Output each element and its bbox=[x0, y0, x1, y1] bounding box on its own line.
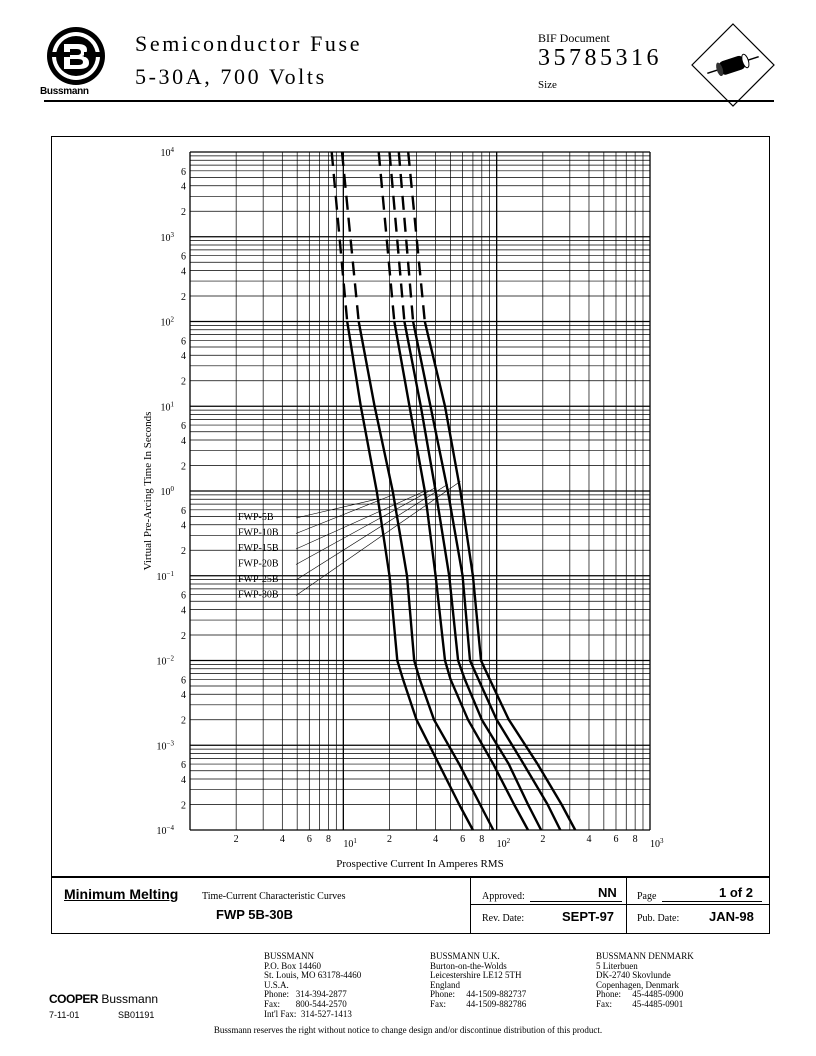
legend-label-fwp-25b: FWP-25B bbox=[238, 574, 279, 585]
page-value: 1 of 2 bbox=[719, 885, 753, 900]
y-tick-label: $10^{-4}$ bbox=[156, 824, 174, 837]
y-tick-label: 6 bbox=[181, 760, 186, 772]
y-tick-label: 6 bbox=[181, 166, 186, 178]
y-tick-label: $10^4$ bbox=[160, 146, 174, 159]
y-axis-label: Virtual Pre-Arcing Time In Seconds bbox=[142, 411, 154, 571]
table-subtitle: Time-Current Characteristic Curves bbox=[202, 891, 346, 902]
y-tick-label: 4 bbox=[181, 181, 186, 193]
y-tick-label: 2 bbox=[181, 546, 186, 558]
y-tick-label: 4 bbox=[181, 351, 186, 363]
legend-leader-fwp-15b bbox=[296, 491, 425, 549]
title-line-1: Semiconductor Fuse bbox=[135, 31, 363, 56]
x-tick-label: 2 bbox=[540, 834, 546, 845]
address-usa: BUSSMANN P.O. Box 14460 St. Louis, MO 63178-4460 U.S.A. Phone: 314-394-2877 Fax: 800-544-2570 Int'l Fax: 314-527-1413 bbox=[264, 951, 362, 1019]
y-tick-label: 2 bbox=[181, 461, 186, 473]
y-tick-label: 4 bbox=[181, 774, 186, 786]
y-tick-label: $10^{-3}$ bbox=[156, 739, 174, 753]
y-tick-label: 6 bbox=[181, 675, 186, 687]
legend-label-fwp-5b: FWP-5B bbox=[238, 512, 274, 523]
y-tick-label: $10^{-2}$ bbox=[156, 654, 174, 668]
x-tick-label: 8 bbox=[632, 834, 638, 845]
x-tick-label: 2 bbox=[386, 834, 392, 845]
address-denmark: BUSSMANN DENMARK 5 Literbuen DK-2740 Skovlunde Copenhagen, Denmark Phone: 45-4485-0900 Fax: 45-4485-0901 bbox=[596, 951, 694, 1009]
size-label: Size bbox=[538, 79, 557, 91]
y-tick-label: 4 bbox=[181, 605, 186, 617]
part-number: FWP 5B-30B bbox=[216, 907, 294, 922]
x-tick-label: 2 bbox=[233, 834, 239, 845]
doc-label: BIF Document bbox=[538, 31, 610, 45]
doc-code: SB01191 bbox=[118, 1010, 155, 1020]
x-axis-label: Prospective Current In Amperes RMS bbox=[336, 858, 504, 870]
page-label: Page bbox=[637, 891, 657, 902]
y-tick-label: 2 bbox=[181, 715, 186, 727]
y-tick-label: 6 bbox=[181, 421, 186, 433]
x-tick-label: 6 bbox=[613, 834, 619, 845]
x-tick-label: $10^1$ bbox=[343, 837, 357, 850]
y-tick-label: $10^0$ bbox=[160, 485, 174, 498]
y-tick-label: $10^1$ bbox=[160, 400, 174, 414]
y-tick-label: 6 bbox=[181, 251, 186, 263]
approved-label: Approved: bbox=[482, 891, 525, 902]
footer-table bbox=[51, 876, 770, 934]
x-tick-label: 8 bbox=[479, 834, 485, 845]
address-uk: BUSSMANN U.K. Burton-on-the-Wolds Leicestershire LE12 5TH England Phone: 44-1509-882737 Fax: 44-1509-882786 bbox=[430, 951, 527, 1009]
x-tick-label: $10^3$ bbox=[650, 837, 664, 850]
x-tick-label: 4 bbox=[279, 834, 285, 845]
y-tick-label: $10^{-1}$ bbox=[156, 569, 174, 583]
rev-date-label: Rev. Date: bbox=[482, 913, 525, 924]
y-tick-label: 6 bbox=[181, 590, 186, 602]
y-tick-label: $10^3$ bbox=[160, 230, 174, 244]
y-tick-label: $10^2$ bbox=[160, 315, 174, 329]
y-tick-label: 2 bbox=[181, 800, 186, 812]
pub-date-label: Pub. Date: bbox=[637, 913, 680, 924]
x-tick-label: 6 bbox=[306, 834, 312, 845]
y-tick-label: 4 bbox=[181, 266, 186, 278]
rev-date-value: SEPT-97 bbox=[562, 909, 615, 924]
doc-date: 7-11-01 bbox=[49, 1010, 80, 1020]
title-line-2: 5-30A, 700 Volts bbox=[135, 64, 327, 89]
y-tick-label: 4 bbox=[181, 520, 186, 532]
x-tick-label: $10^2$ bbox=[496, 837, 511, 850]
doc-number: 35785316 bbox=[538, 45, 662, 71]
bussmann-logo-text: Bussmann bbox=[40, 86, 89, 97]
disclaimer: Bussmann reserves the right without notice to change design and/or discontinue distribution of this product. bbox=[213, 1025, 603, 1035]
x-tick-label: 8 bbox=[325, 834, 331, 845]
y-tick-label: 2 bbox=[181, 630, 186, 642]
legend-label-fwp-15b: FWP-15B bbox=[238, 543, 279, 554]
legend-label-fwp-30b: FWP-30B bbox=[238, 589, 279, 601]
y-tick-label: 4 bbox=[181, 690, 186, 702]
y-tick-label: 6 bbox=[181, 505, 186, 517]
approved-value: NN bbox=[598, 885, 617, 900]
y-tick-label: 6 bbox=[181, 336, 186, 348]
minimum-melting-heading: Minimum Melting bbox=[64, 886, 179, 902]
cooper-bussmann-logo: COOPER Bussmann bbox=[49, 992, 159, 1006]
y-tick-label: 4 bbox=[181, 435, 186, 447]
x-tick-label: 4 bbox=[433, 834, 439, 845]
y-tick-label: 2 bbox=[181, 207, 186, 219]
pub-date-value: JAN-98 bbox=[709, 909, 754, 924]
legend-label-fwp-10b: FWP-10B bbox=[238, 527, 279, 539]
x-tick-label: 6 bbox=[460, 834, 466, 845]
y-tick-label: 2 bbox=[181, 291, 186, 303]
y-tick-label: 2 bbox=[181, 376, 186, 388]
legend-leader-fwp-25b bbox=[296, 484, 448, 580]
legend-leader-fwp-10b bbox=[296, 495, 393, 534]
legend-label-fwp-20b: FWP-20B bbox=[238, 558, 279, 570]
x-tick-label: 4 bbox=[586, 834, 592, 845]
